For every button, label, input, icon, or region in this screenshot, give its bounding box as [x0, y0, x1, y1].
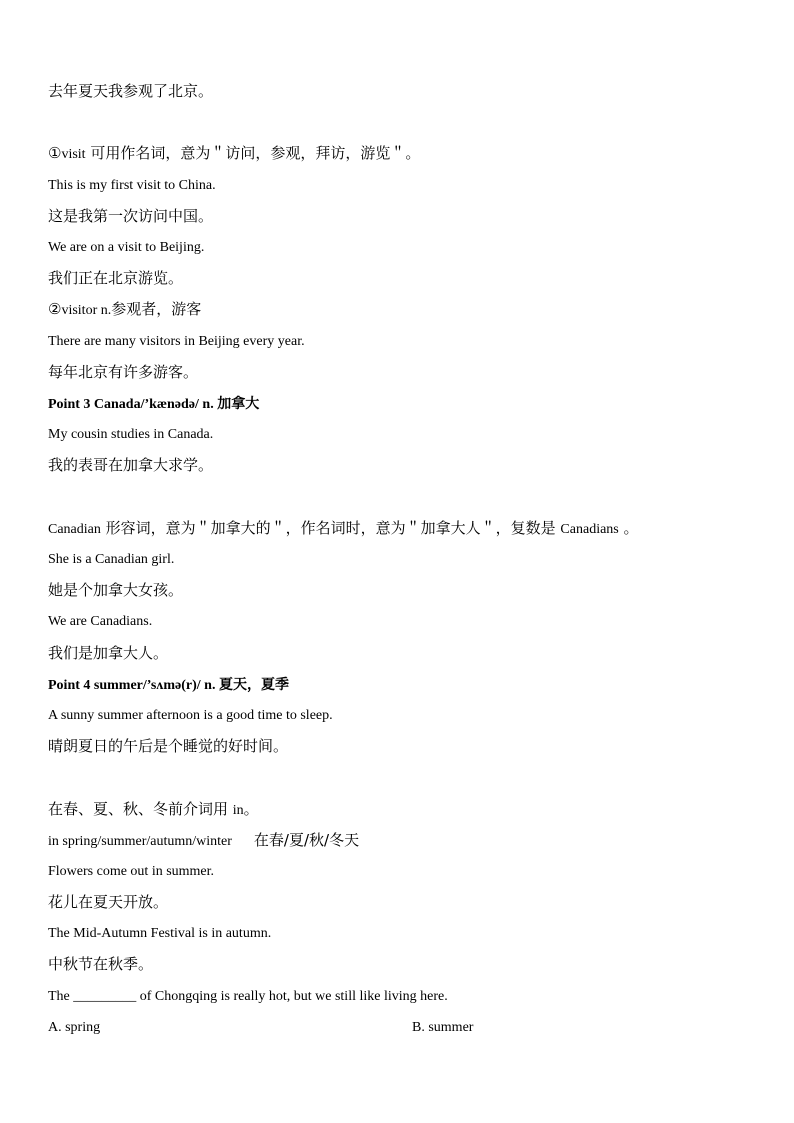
- keyword: visitor n.: [61, 303, 112, 318]
- keyword: Canadian: [48, 522, 101, 537]
- example-chinese: 花儿在夏天开放。: [48, 893, 169, 911]
- example-chinese: 这是我第一次访问中国。: [48, 207, 214, 225]
- example-chinese: 我们是加拿大人。: [48, 644, 169, 662]
- heading-text: Point 3 Canada/’kænədə/ n.: [48, 397, 218, 412]
- example-english: The Mid-Autumn Festival is in autumn.: [48, 926, 272, 941]
- circled-number-1: ①: [48, 144, 62, 162]
- sentence-translation: 去年夏天我参观了北京。: [48, 82, 214, 100]
- keyword: visit: [61, 147, 86, 162]
- note-text: 可用作名词，意为＂访问，参观，拜访，游览＂。: [85, 144, 421, 162]
- keyword: in: [232, 803, 244, 818]
- exercise-option-b: B. summer: [412, 1020, 474, 1035]
- note-canadian: [48, 521, 639, 537]
- note-visit-noun: [48, 146, 420, 162]
- example-english: We are on a visit to Beijing.: [48, 240, 205, 255]
- note-text: 。: [243, 800, 259, 818]
- example-english: A sunny summer afternoon is a good time to sleep.: [48, 708, 333, 723]
- phrase-chinese: 在春/夏/秋/冬天: [253, 831, 360, 849]
- point-heading-summer: [48, 678, 289, 693]
- example-chinese: 她是个加拿大女孩。: [48, 581, 184, 599]
- note-text: 参观者，游客: [111, 300, 202, 318]
- exercise-option-a: A. spring: [48, 1020, 101, 1035]
- example-english: She is a Canadian girl.: [48, 552, 175, 567]
- example-chinese: 中秋节在秋季。: [48, 955, 154, 973]
- example-english: Flowers come out in summer.: [48, 864, 215, 879]
- exercise-question: The _________ of Chongqing is really hot, but we still like living here.: [48, 989, 448, 1004]
- heading-text: Point 4 summer/’sʌmə(r)/ n.: [48, 678, 219, 693]
- heading-meaning: 加拿大: [217, 396, 260, 412]
- example-chinese: 每年北京有许多游客。: [48, 363, 199, 381]
- note-text: 在春、夏、秋、冬前介词用: [48, 800, 233, 818]
- circled-number-2: ②: [48, 300, 62, 318]
- note-seasons-preposition: [48, 802, 259, 818]
- example-chinese: 我们正在北京游览。: [48, 269, 184, 287]
- note-visitor: [48, 302, 201, 318]
- example-chinese: 我的表哥在加拿大求学。: [48, 456, 214, 474]
- example-english: There are many visitors in Beijing every year.: [48, 334, 305, 349]
- example-english: We are Canadians.: [48, 614, 153, 629]
- example-english: This is my first visit to China.: [48, 178, 216, 193]
- phrase-english: in spring/summer/autumn/winter: [48, 834, 232, 849]
- note-text: 。: [618, 519, 639, 537]
- note-text: 形容词，意为＂加拿大的＂，作名词时，意为＂加拿大人＂，复数是: [100, 519, 561, 537]
- phrase-seasons: [48, 833, 359, 849]
- keyword: Canadians: [560, 522, 619, 537]
- example-english: My cousin studies in Canada.: [48, 427, 214, 442]
- example-chinese: 晴朗夏日的午后是个睡觉的好时间。: [48, 737, 289, 755]
- point-heading-canada: [48, 397, 259, 412]
- heading-meaning: 夏天，夏季: [218, 677, 289, 693]
